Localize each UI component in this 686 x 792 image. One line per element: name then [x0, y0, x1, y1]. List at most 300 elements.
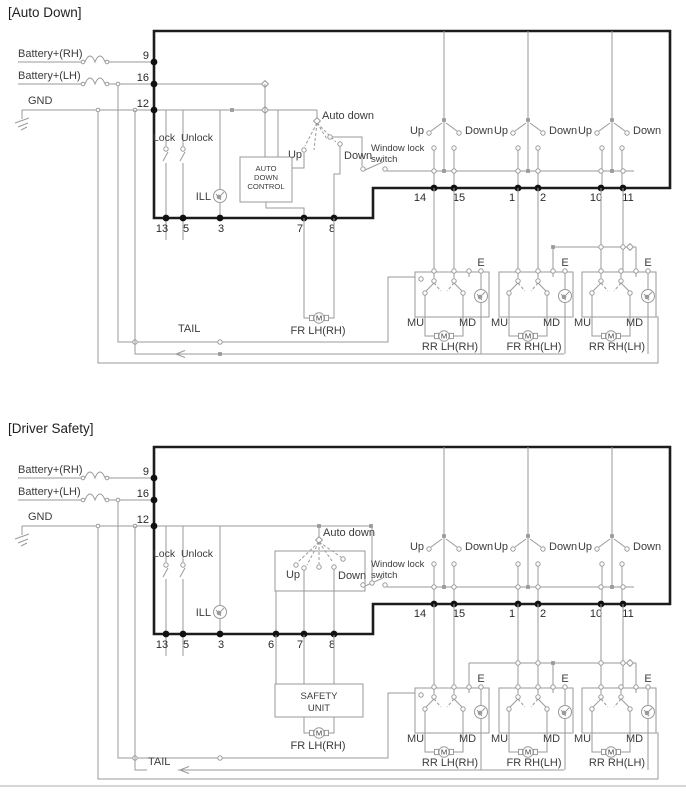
- motor-letter: M: [440, 331, 448, 341]
- contact-circle: [619, 685, 623, 689]
- contact-circle: [452, 585, 456, 589]
- dashed-wire: [531, 699, 538, 707]
- pin-label: 12: [136, 514, 149, 526]
- pin-dot: [151, 523, 158, 530]
- wire: [426, 283, 434, 291]
- wire: [425, 295, 435, 336]
- contact-circle: [432, 146, 436, 150]
- motor-letter: M: [524, 331, 532, 341]
- contact-circle: [599, 279, 603, 283]
- contact-circle: [536, 169, 540, 173]
- contact-circle: [164, 563, 168, 567]
- dashed-wire: [298, 542, 341, 565]
- mu-label: MU: [574, 733, 592, 745]
- up-label: Up: [287, 149, 302, 161]
- wire: [592, 295, 602, 336]
- contact-circle: [599, 585, 603, 589]
- unit-name-label: FR RH(LH): [506, 341, 562, 353]
- pin-label: 2: [539, 608, 547, 620]
- pin-dot: [151, 475, 158, 482]
- contact-circle: [595, 131, 599, 135]
- wire: [334, 146, 340, 218]
- wire: [446, 123, 457, 131]
- window-lock-label: switch: [371, 154, 398, 165]
- motor-terminal: [450, 749, 454, 754]
- pin-dot: [180, 631, 187, 638]
- pin-label: 5: [182, 223, 190, 235]
- motor-letter: M: [607, 747, 615, 757]
- wire: [15, 118, 29, 130]
- wire: [599, 539, 610, 547]
- contact-circle: [218, 340, 222, 344]
- pin-label: 12: [136, 98, 149, 110]
- control-box-text: CONTROL: [247, 182, 285, 191]
- mu-label: MU: [407, 317, 425, 329]
- contact-circle: [361, 583, 365, 587]
- auto-down-label: Auto down: [323, 527, 375, 539]
- pin-label: 1: [508, 608, 516, 620]
- wire: [614, 539, 625, 547]
- contact-circle: [628, 707, 632, 711]
- contact-circle: [427, 547, 431, 551]
- junction-square: [442, 534, 446, 538]
- junction-square: [442, 118, 446, 122]
- control-box-text: DOWN: [253, 173, 279, 182]
- contact-circle: [116, 82, 120, 86]
- contact-circle: [419, 277, 423, 281]
- wire: [621, 699, 629, 707]
- unit-name-label: RR RH(LH): [588, 341, 646, 353]
- contact-circle: [452, 169, 456, 173]
- contact-circle: [116, 498, 120, 502]
- contact-circle: [646, 269, 650, 273]
- contact-circle: [551, 685, 555, 689]
- down-label: Down: [465, 125, 494, 137]
- motor-letter: M: [607, 331, 615, 341]
- safety-unit-text: UNIT: [307, 703, 331, 714]
- contact-circle: [302, 148, 306, 152]
- contact-circle: [457, 131, 461, 135]
- pin-label: 13: [155, 223, 169, 235]
- wire: [515, 123, 526, 131]
- pin-dot: [163, 215, 170, 222]
- wire: [85, 56, 105, 62]
- down-label: Down: [633, 125, 662, 137]
- junction-square: [230, 108, 234, 112]
- dashed-wire: [447, 283, 454, 291]
- mu-label: MU: [491, 317, 509, 329]
- wire: [180, 568, 185, 577]
- contact-circle: [452, 146, 456, 150]
- unit-name-label: FR RH(LH): [506, 757, 562, 769]
- contact-circle: [467, 269, 471, 273]
- contact-circle: [620, 562, 624, 566]
- motor-terminal: [617, 333, 621, 338]
- md-label: MD: [543, 733, 561, 745]
- up-label: Up: [577, 125, 592, 137]
- contact-circle: [599, 169, 603, 173]
- contact-circle: [105, 60, 109, 64]
- contact-circle: [105, 476, 109, 480]
- unit-name-label: RR LH(RH): [421, 757, 479, 769]
- motor-terminal: [310, 730, 314, 735]
- contact-circle: [619, 279, 623, 283]
- contact-circle: [432, 685, 436, 689]
- dashed-wire: [447, 699, 454, 707]
- wire: [118, 84, 415, 342]
- contact-circle: [563, 269, 567, 273]
- motor-terminal: [534, 749, 538, 754]
- contact-circle: [536, 585, 540, 589]
- contact-circle: [536, 279, 540, 283]
- contact-circle: [563, 685, 567, 689]
- wire: [453, 711, 463, 752]
- pin-dot: [217, 631, 224, 638]
- pin-label: 9: [142, 50, 149, 62]
- wire: [276, 635, 334, 684]
- driver-safety-title: [Driver Safety]: [8, 421, 94, 436]
- down-label: Down: [549, 541, 578, 553]
- contact-circle: [590, 707, 594, 711]
- contact-circle: [361, 167, 365, 171]
- contact-circle: [452, 685, 456, 689]
- contact-circle: [516, 562, 520, 566]
- contact-circle: [516, 146, 520, 150]
- safety-unit-text: SAFETY: [300, 691, 338, 702]
- contact-circle: [600, 562, 604, 566]
- pin-dot: [151, 107, 158, 114]
- contact-circle: [634, 269, 638, 273]
- pin-label: 10: [589, 192, 603, 204]
- pin-label: 14: [413, 608, 427, 620]
- pin-label: 6: [267, 639, 275, 651]
- contact-circle: [457, 547, 461, 551]
- unlock-label: Unlock: [180, 548, 214, 560]
- wire: [85, 78, 105, 84]
- up-label: Up: [285, 569, 300, 581]
- pin-label: 10: [589, 608, 603, 620]
- pin-label: 3: [217, 223, 225, 235]
- down-label: Down: [338, 570, 367, 582]
- wire: [537, 711, 547, 752]
- contact-circle: [551, 269, 555, 273]
- md-label: MD: [543, 317, 561, 329]
- motor-letter: M: [524, 747, 532, 757]
- motor-terminal: [534, 333, 538, 338]
- wire: [180, 152, 185, 161]
- wire: [163, 152, 168, 161]
- motor-terminal: [602, 749, 606, 754]
- motor-terminal: [617, 749, 621, 754]
- wire: [266, 202, 304, 218]
- down-label: Down: [465, 541, 494, 553]
- contact-circle: [595, 547, 599, 551]
- contact-circle: [81, 82, 85, 86]
- contact-circle: [536, 661, 540, 665]
- up-label: Up: [409, 125, 424, 137]
- up-label: Up: [577, 541, 592, 553]
- wire: [454, 699, 462, 707]
- pin-label: 5: [182, 639, 190, 651]
- e-label: E: [644, 673, 652, 685]
- contact-circle: [332, 565, 336, 569]
- contact-circle: [423, 291, 427, 295]
- wire: [537, 295, 547, 336]
- motor-terminal: [519, 749, 523, 754]
- unit-name-label: RR LH(RH): [421, 341, 479, 353]
- contact-circle: [452, 279, 456, 283]
- pin-label: 16: [136, 72, 149, 84]
- junction-square: [526, 169, 530, 173]
- pin-label: 15: [452, 608, 466, 620]
- pin-dot: [151, 59, 158, 66]
- contact-circle: [479, 685, 483, 689]
- auto-down-label: Auto down: [322, 110, 374, 122]
- up-label: Up: [409, 541, 424, 553]
- motor-terminal: [450, 333, 454, 338]
- contact-circle: [317, 565, 321, 569]
- contact-circle: [599, 269, 603, 273]
- down-label: Down: [633, 541, 662, 553]
- contact-circle: [461, 707, 465, 711]
- contact-circle: [164, 147, 168, 151]
- junction-square: [610, 118, 614, 122]
- pin-label: 14: [413, 192, 427, 204]
- contact-circle: [545, 291, 549, 295]
- motor-terminal: [310, 315, 314, 320]
- battery-rh-label: Battery+(RH): [18, 464, 83, 476]
- contact-circle: [452, 269, 456, 273]
- dashed-wire: [434, 283, 441, 291]
- battery-lh-label: Battery+(LH): [18, 70, 81, 82]
- contact-circle: [541, 547, 545, 551]
- junction-square: [610, 169, 614, 173]
- contact-circle: [516, 269, 520, 273]
- down-label: Down: [549, 125, 578, 137]
- lock-label: Lock: [152, 132, 176, 144]
- contact-circle: [516, 661, 520, 665]
- e-label: E: [644, 257, 652, 269]
- wire: [530, 123, 541, 131]
- contact-circle: [383, 583, 387, 587]
- motor-letter: M: [440, 747, 448, 757]
- contact-circle: [536, 562, 540, 566]
- contact-circle: [302, 566, 306, 570]
- contact-circle: [370, 581, 374, 585]
- gnd-label: GND: [28, 511, 53, 523]
- dashed-wire: [518, 283, 525, 291]
- contact-circle: [432, 585, 436, 589]
- wire: [620, 295, 630, 336]
- dashed-wire: [434, 699, 441, 707]
- gnd-label: GND: [28, 95, 53, 107]
- junction-square: [218, 352, 222, 356]
- contact-circle: [423, 707, 427, 711]
- contact-circle: [621, 585, 625, 589]
- contact-circle: [536, 269, 540, 273]
- contact-circle: [625, 547, 629, 551]
- contact-circle: [427, 131, 431, 135]
- wire: [304, 218, 310, 318]
- wire: [593, 699, 601, 707]
- wire: [599, 123, 610, 131]
- wire: [592, 711, 602, 752]
- wire: [510, 699, 518, 707]
- contact-circle: [545, 707, 549, 711]
- wire: [509, 711, 519, 752]
- junction-square: [610, 534, 614, 538]
- contact-circle: [516, 695, 520, 699]
- pin-dot: [151, 81, 158, 88]
- junction-square: [610, 585, 614, 589]
- down-label: Down: [344, 150, 373, 162]
- contact-circle: [452, 695, 456, 699]
- contact-circle: [620, 146, 624, 150]
- pin-label: 9: [142, 466, 149, 478]
- wire: [510, 283, 518, 291]
- dashed-wire: [518, 699, 525, 707]
- dashed-wire: [614, 699, 621, 707]
- wire: [85, 494, 105, 500]
- contact-circle: [599, 661, 603, 665]
- auto-down-diagram: [8, 5, 670, 363]
- wire: [593, 283, 601, 291]
- mu-label: MU: [407, 733, 425, 745]
- pin-dot: [217, 215, 224, 222]
- contact-circle: [181, 563, 185, 567]
- motor-terminal: [519, 333, 523, 338]
- wire: [454, 283, 462, 291]
- contact-circle: [536, 685, 540, 689]
- contact-circle: [599, 685, 603, 689]
- unit-name-label: RR RH(LH): [588, 757, 646, 769]
- pin-label: 8: [328, 639, 336, 651]
- pin-label: 11: [622, 192, 634, 204]
- contact-circle: [536, 695, 540, 699]
- contact-circle: [383, 167, 387, 171]
- wire: [515, 539, 526, 547]
- mu-label: MU: [574, 317, 592, 329]
- junction-diamond: [627, 244, 634, 251]
- contact-circle: [511, 547, 515, 551]
- contact-circle: [479, 269, 483, 273]
- control-box-text: AUTO: [255, 164, 277, 173]
- e-label: E: [561, 673, 569, 685]
- pin-label: 15: [452, 192, 466, 204]
- wire: [163, 568, 168, 577]
- contact-circle: [294, 563, 298, 567]
- pin-label: 13: [155, 639, 169, 651]
- contact-circle: [516, 169, 520, 173]
- dashed-wire: [614, 283, 621, 291]
- pin-dot: [151, 497, 158, 504]
- motor-terminal: [602, 333, 606, 338]
- contact-circle: [621, 245, 625, 249]
- contact-circle: [621, 661, 625, 665]
- wire: [538, 699, 546, 707]
- contact-circle: [96, 524, 100, 528]
- up-label: Up: [493, 125, 508, 137]
- contact-circle: [621, 169, 625, 173]
- wire: [620, 711, 630, 752]
- contact-circle: [507, 707, 511, 711]
- lock-label: Lock: [152, 548, 176, 560]
- junction-square: [526, 534, 530, 538]
- contact-circle: [536, 146, 540, 150]
- contact-circle: [619, 269, 623, 273]
- contact-circle: [619, 695, 623, 699]
- junction-square: [442, 169, 446, 173]
- pin-label: 7: [296, 639, 304, 651]
- motor-terminal: [325, 315, 329, 320]
- contact-circle: [541, 131, 545, 135]
- contact-circle: [432, 279, 436, 283]
- dashed-wire: [531, 283, 538, 291]
- junction-square: [526, 585, 530, 589]
- contact-circle: [452, 562, 456, 566]
- md-label: MD: [626, 317, 644, 329]
- contact-circle: [516, 585, 520, 589]
- md-label: MD: [459, 733, 477, 745]
- pin-label: 11: [622, 608, 634, 620]
- contact-circle: [432, 269, 436, 273]
- contact-circle: [81, 60, 85, 64]
- contact-circle: [600, 146, 604, 150]
- contact-circle: [328, 135, 332, 139]
- wire: [15, 534, 29, 546]
- contact-circle: [599, 245, 603, 249]
- wire: [135, 526, 147, 770]
- contact-circle: [81, 476, 85, 480]
- junction-square: [551, 661, 555, 665]
- contact-circle: [432, 169, 436, 173]
- contact-circle: [432, 562, 436, 566]
- junction-diamond: [627, 660, 634, 667]
- dashed-wire: [601, 699, 608, 707]
- contact-circle: [81, 498, 85, 502]
- contact-circle: [646, 685, 650, 689]
- front-motor-label: FR LH(RH): [290, 740, 346, 752]
- motor-terminal: [435, 333, 439, 338]
- window-lock-label: switch: [371, 570, 398, 581]
- junction-square: [551, 245, 555, 249]
- e-label: E: [561, 257, 569, 269]
- wire: [530, 539, 541, 547]
- contact-circle: [507, 291, 511, 295]
- wire: [446, 539, 457, 547]
- battery-lh-label: Battery+(LH): [18, 486, 81, 498]
- contact-circle: [96, 108, 100, 112]
- md-label: MD: [626, 733, 644, 745]
- motor-terminal: [435, 749, 439, 754]
- battery-rh-label: Battery+(RH): [18, 48, 83, 60]
- ill-label: ILL: [195, 607, 211, 619]
- e-label: E: [477, 673, 485, 685]
- motor-letter: M: [315, 728, 323, 738]
- pin-dot: [163, 631, 170, 638]
- contact-circle: [105, 82, 109, 86]
- e-label: E: [477, 257, 485, 269]
- tail-label: TAIL: [148, 756, 171, 768]
- pin-label: 2: [539, 192, 547, 204]
- pin-label: 3: [217, 639, 225, 651]
- contact-circle: [516, 279, 520, 283]
- contact-circle: [599, 695, 603, 699]
- pin-dot: [180, 215, 187, 222]
- ill-label: ILL: [195, 191, 211, 203]
- contact-circle: [461, 291, 465, 295]
- contact-circle: [516, 685, 520, 689]
